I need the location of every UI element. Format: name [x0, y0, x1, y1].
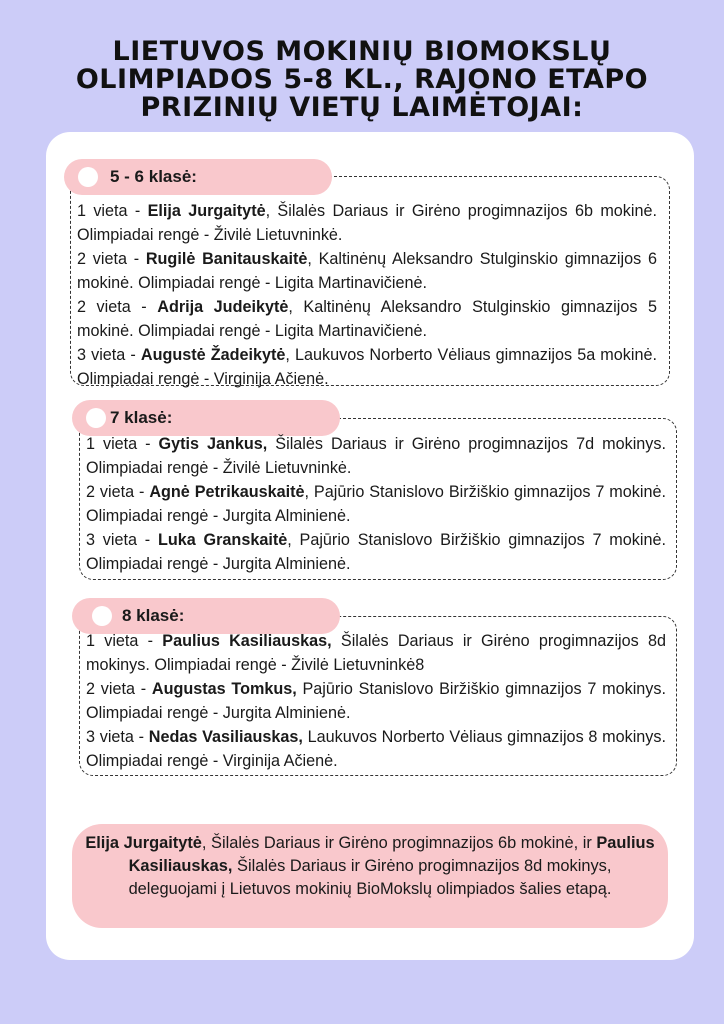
- winner-details: , Pajūrio Stanislovo Biržiškio gimnazijos 7 mokinė. Olimpiadai rengė - Jurgita Alminienė.: [86, 483, 666, 525]
- section-heading-7: [72, 400, 340, 436]
- title-line-1: LIETUVOS MOKINIŲ BIOMOKSLŲ: [112, 36, 612, 67]
- winner-details: Šilalės Dariaus ir Girėno progimnazijos 7d mokinys. Olimpiadai rengė - Živilė Lietuvninkė.: [86, 435, 666, 477]
- winner-entry: [77, 343, 657, 391]
- winner-details: , Pajūrio Stanislovo Biržiškio gimnazijos 7 mokinė. Olimpiadai rengė - Jurgita Alminienė.: [86, 531, 666, 573]
- winner-details: Šilalės Dariaus ir Girėno progimnazijos 8d mokinys. Olimpiadai rengė - Živilė Lietuvninkė8: [86, 632, 666, 674]
- bullet-circle-icon: [86, 408, 106, 428]
- winner-name: Augustas Tomkus,: [151, 680, 297, 698]
- section-heading-label: 8 klasė:: [122, 606, 185, 625]
- winner-details: , Kaltinėnų Aleksandro Stulginskio gimnazijos 5 mokinė. Olimpiadai rengė - Ligita Martinavičienė.: [77, 298, 657, 340]
- winner-name: Agnė Petrikauskaitė: [149, 483, 305, 501]
- winner-details: , Laukuvos Norberto Vėliaus gimnazijos 5a mokinė. Olimpiadai rengė - Virginija Ačienė.: [77, 346, 657, 388]
- title-line-3: PRIZINIŲ VIETŲ LAIMĖTOJAI:: [140, 92, 584, 123]
- section-heading-5-6: [64, 159, 332, 195]
- winner-entry: [77, 199, 657, 247]
- bullet-circle-icon: [78, 167, 98, 187]
- place-label: 1 vieta -: [77, 202, 148, 220]
- winner-entry: [77, 247, 657, 295]
- delegation-text: [84, 832, 656, 901]
- delegate-name: Paulius Kasiliauskas,: [128, 834, 655, 875]
- place-label: 2 vieta -: [86, 483, 150, 501]
- winner-entry: [77, 295, 657, 343]
- title-line-2: OLIMPIADOS 5-8 KL., RAJONO ETAPO: [75, 64, 649, 95]
- place-label: 3 vieta -: [77, 346, 141, 364]
- section-text-7: [86, 432, 666, 576]
- section-heading-label: 5 - 6 klasė:: [110, 167, 197, 186]
- winner-entry: [86, 432, 666, 480]
- winner-name: Elija Jurgaitytė: [147, 202, 266, 220]
- winner-details: Laukuvos Norberto Vėliaus gimnazijos 8 mokinys. Olimpiadai rengė - Virginija Ačienė.: [86, 728, 666, 770]
- winner-entry: [86, 528, 666, 576]
- winner-name: Adrija Judeikytė: [157, 298, 289, 316]
- winner-name: Rugilė Banitauskaitė: [145, 250, 308, 268]
- section-heading-label: 7 klasė:: [110, 408, 173, 427]
- winner-details: , Šilalės Dariaus ir Girėno progimnazijos 6b mokinė. Olimpiadai rengė - Živilė Lietuvninkė.: [77, 202, 657, 244]
- section-text-5-6: [77, 199, 657, 391]
- winner-name: Nedas Vasiliauskas,: [148, 728, 303, 746]
- delegate-name: Elija Jurgaitytė: [85, 834, 202, 852]
- winner-entry: [86, 677, 666, 725]
- delegate-details: , Šilalės Dariaus ir Girėno progimnazijos 6b mokinė, ir: [201, 834, 597, 852]
- page-title: [0, 38, 724, 122]
- winner-name: Gytis Jankus,: [158, 435, 268, 453]
- section-text-8: [86, 629, 666, 773]
- place-label: 2 vieta -: [86, 680, 152, 698]
- place-label: 2 vieta -: [77, 298, 158, 316]
- delegate-details: Šilalės Dariaus ir Girėno progimnazijos 8d mokinys, deleguojami į Lietuvos mokinių BioMokslų olimpiados šalies etapą.: [128, 857, 612, 898]
- bullet-circle-icon: [92, 606, 112, 626]
- winner-name: Luka Granskaitė: [157, 531, 288, 549]
- winner-entry: [86, 480, 666, 528]
- winner-details: Pajūrio Stanislovo Biržiškio gimnazijos 7 mokinys. Olimpiadai rengė - Jurgita Alminienė.: [86, 680, 666, 722]
- winner-name: Paulius Kasiliauskas,: [162, 632, 332, 650]
- delegation-note: [72, 824, 668, 928]
- place-label: 3 vieta -: [86, 531, 158, 549]
- winner-details: , Kaltinėnų Aleksandro Stulginskio gimnazijos 6 mokinė. Olimpiadai rengė - Ligita Martinavičienė.: [77, 250, 657, 292]
- place-label: 3 vieta -: [86, 728, 149, 746]
- place-label: 1 vieta -: [86, 632, 163, 650]
- winner-name: Augustė Žadeikytė: [140, 346, 286, 364]
- place-label: 2 vieta -: [77, 250, 146, 268]
- place-label: 1 vieta -: [86, 435, 159, 453]
- winner-entry: [86, 725, 666, 773]
- winner-entry: [86, 629, 666, 677]
